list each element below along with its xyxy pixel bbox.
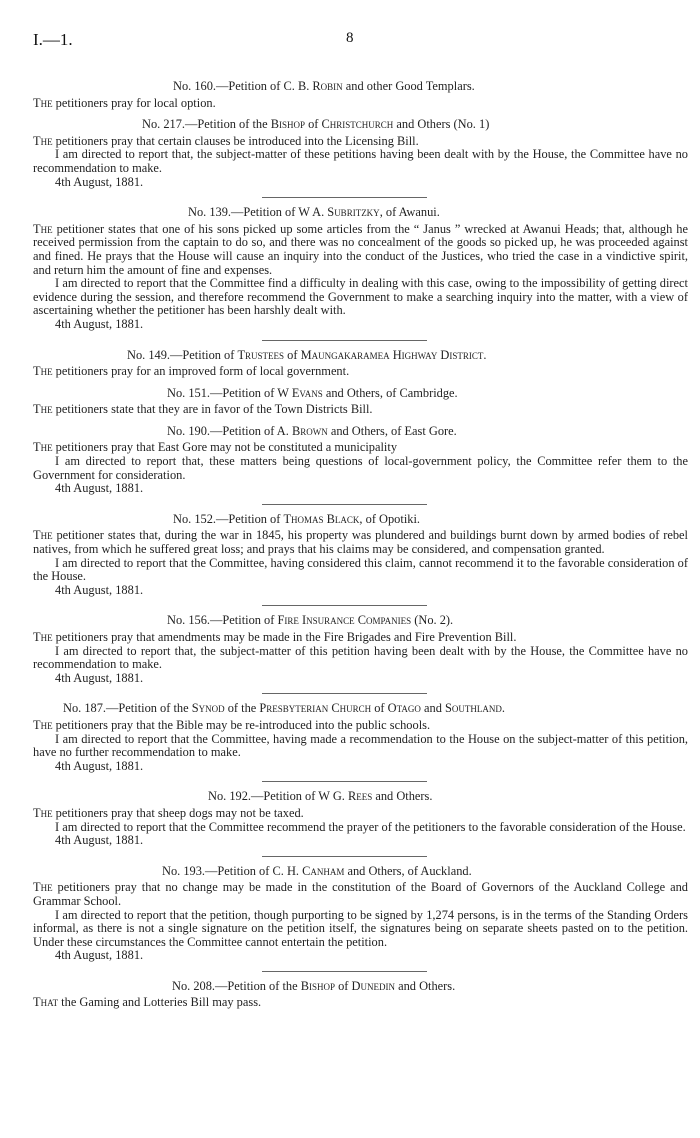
heading-text: Canham [302, 863, 345, 878]
petition-heading [33, 425, 688, 439]
section-divider [262, 971, 427, 972]
section-divider [262, 504, 427, 505]
report-date: 4th August, 1881. [55, 316, 144, 331]
petition-prayer [33, 403, 688, 417]
petition-prayer [33, 631, 688, 645]
petition-heading [33, 387, 688, 401]
heading-text: Southland [445, 701, 502, 716]
petition-section [33, 206, 688, 331]
petition-heading [33, 118, 688, 132]
paragraph-text: I am directed to report that, the subject-matter of this petition having been dealt with by the House, the Committee have no recommendation to make. [33, 643, 688, 672]
committee-report [33, 645, 688, 672]
petition-prayer [33, 441, 688, 455]
heading-text: and Others, of Auckland. [344, 863, 472, 878]
heading-text: Subritzky [327, 205, 380, 220]
heading-text: and Others, of Cambridge. [322, 385, 458, 400]
committee-report [33, 277, 688, 318]
petition-heading [33, 349, 688, 363]
paragraph-text: The [33, 717, 53, 732]
paragraph-text: petitioners pray that certain clauses be introduced into the Licensing Bill. [52, 133, 419, 148]
heading-text: Thomas Black [283, 511, 360, 526]
petition-section [33, 865, 688, 963]
petition-section [33, 425, 688, 496]
heading-text: No. 193.—Petition of C. H. [162, 863, 303, 878]
paragraph-text: petitioners state that they are in favor of the Town Districts Bill. [52, 402, 373, 417]
report-date: 4th August, 1881. [55, 758, 144, 773]
section-divider [262, 693, 427, 694]
heading-text: No. 190.—Petition of A. [167, 423, 292, 438]
petition-prayer [33, 529, 688, 556]
section-divider [262, 340, 427, 341]
heading-text: and [420, 701, 445, 716]
paragraph-text: I am directed to report that the Committee recommend the prayer of the petitioners to the favorable consideration of the House. [55, 819, 686, 834]
paragraph-text: The [33, 364, 53, 379]
paragraph-text: petitioners pray that no change may be made in the constitution of the Board of Governors of the Auckland College and Grammar School. [33, 880, 688, 908]
heading-text: No. 152.—Petition of [173, 511, 284, 526]
petition-heading [33, 80, 688, 94]
heading-text: No. 139.—Petition of W A. [188, 205, 328, 220]
report-date: 4th August, 1881. [55, 481, 144, 496]
committee-report [33, 455, 688, 482]
paragraph-text: The [33, 133, 53, 148]
heading-text: of [335, 978, 352, 993]
paragraph-text: That [33, 995, 59, 1010]
petition-prayer [33, 881, 688, 908]
paragraph-text: I am directed to report that the petition, though purporting to be signed by 1,274 persons, is in the terms of the Standing Orders informal, as there is not a single signature on the petition itself, the signatures being on separate sheets pasted on to the petition. Under these circumstances the Committee cannot entertain the petition. [33, 907, 688, 949]
heading-text: Otago [387, 701, 421, 716]
petition-heading [33, 790, 688, 804]
petition-heading [33, 865, 688, 879]
petition-section [33, 80, 688, 110]
paragraph-text: The [33, 880, 53, 895]
paragraph-text: I am directed to report that, the subject-matter of these petitions having been dealt with by the House, the Committee have no recommendation to make. [33, 147, 688, 175]
heading-text: of [305, 117, 322, 132]
heading-text: and Others. [372, 789, 433, 804]
petition-heading [33, 614, 688, 628]
paragraph-text: The [33, 402, 53, 417]
heading-text: No. 151.—Petition of W [167, 385, 292, 400]
paragraph-text: I am directed to report that the Committee, having considered this claim, cannot recommend it to the favorable consideration of the House. [33, 555, 688, 584]
heading-text: Fire Insurance Companies [277, 613, 412, 628]
paragraph-text: The [33, 805, 53, 820]
petition-prayer [33, 996, 688, 1010]
petition-section [33, 790, 688, 847]
heading-text: Brown [291, 423, 328, 438]
paragraph-text: petitioners pray that the Bible may be re-introduced into the public schools. [52, 717, 431, 732]
paragraph-text: petitioner states that, during the war in 1845, his property was plundered and buildings burnt down by armed bodies of rebel natives, from which he suffered great loss; and prays that his claims may be considered, and compensation granted. [33, 528, 688, 557]
committee-report [33, 909, 688, 950]
section-divider [262, 856, 427, 857]
heading-text: and Others (No. 1) [393, 117, 490, 132]
heading-text: No. 192.—Petition of W G. [208, 789, 348, 804]
heading-text: Bishop [270, 117, 305, 132]
heading-text: . [483, 347, 487, 362]
heading-text: Christchurch [321, 117, 394, 132]
heading-text: of the [224, 701, 260, 716]
heading-text: and other Good Templars. [342, 79, 475, 93]
petition-section [33, 349, 688, 379]
report-date: 4th August, 1881. [55, 582, 144, 597]
petition-section [33, 387, 688, 417]
heading-text: Evans [291, 385, 323, 400]
heading-text: No. 187.—Petition of the [63, 701, 192, 716]
heading-text: . [501, 701, 505, 716]
heading-text: , of Opotiki. [359, 511, 420, 526]
petition-prayer [33, 135, 688, 149]
petition-section [33, 980, 688, 1010]
heading-text: No. 160.—Petition of C. B. [173, 79, 313, 93]
heading-text: Dunedin [351, 978, 395, 993]
committee-report [33, 148, 688, 175]
committee-report [33, 821, 688, 835]
section-divider [262, 197, 427, 198]
petition-section [33, 118, 688, 189]
paragraph-text: petitioners pray for an improved form of local government. [52, 364, 350, 379]
paragraph-text: I am directed to report that the Committee find a difficulty in dealing with this case, owing to the impossibility of getting direct evidence during the session, and therefore recommend the Government to make a searching inquiry into the matter, with a view of ascertaining whether the petitioner has been harshly dealt with. [33, 276, 688, 318]
heading-text: and Others, of East Gore. [327, 423, 457, 438]
petition-section [33, 702, 688, 773]
paragraph-text: The [33, 528, 53, 543]
petition-prayer [33, 807, 688, 821]
heading-text: Robin [312, 79, 343, 93]
petition-heading [33, 513, 688, 527]
report-date: 4th August, 1881. [55, 670, 144, 685]
paragraph-text: petitioners pray that sheep dogs may not be taxed. [52, 805, 304, 820]
paragraph-text: the Gaming and Lotteries Bill may pass. [58, 995, 262, 1010]
heading-text: No. 217.—Petition of the [142, 117, 271, 132]
heading-text: Synod [191, 701, 225, 716]
heading-text: and Others. [394, 978, 456, 993]
paragraph-text: The [33, 630, 53, 644]
section-divider [262, 605, 427, 606]
heading-text: No. 156.—Petition of [167, 613, 278, 628]
petition-section [33, 614, 688, 685]
heading-text: No. 208.—Petition of the [172, 978, 301, 993]
petition-section [33, 513, 688, 598]
paragraph-text: petitioners pray for local option. [52, 95, 216, 110]
section-divider [262, 781, 427, 782]
paragraph-text: petitioner states that one of his sons picked up some articles from the “ Janus ” wrecked at Awanui Heads; that, although he received permission from the captain to do so, and there was no concealment of the goods so picked up, he was proceeded against and fined. He prays that the House will cause an inquiry into the conduct of the Justices, who tried the case in a vindictive spirit, and return him the amount of fine and expenses. [33, 221, 688, 277]
petition-prayer [33, 223, 688, 277]
heading-text: Rees [347, 789, 373, 804]
paragraph-text: petitioners pray that amendments may be made in the Fire Brigades and Fire Prevention Bill. [52, 630, 517, 644]
petition-heading [33, 980, 688, 994]
heading-text: No. 149.—Petition of [127, 347, 238, 362]
heading-text: , of Awanui. [379, 205, 440, 220]
petition-heading [33, 206, 688, 220]
petition-prayer [33, 719, 688, 733]
petition-prayer [33, 365, 688, 379]
heading-text: Presbyterian Church [259, 701, 372, 716]
report-date: 4th August, 1881. [55, 948, 144, 963]
paragraph-text: The [33, 95, 53, 110]
heading-text: Maungakaramea Highway District [300, 347, 484, 362]
paragraph-text: petitioners pray that East Gore may not be constituted a municipality [52, 440, 398, 455]
committee-report [33, 733, 688, 760]
paragraph-text: I am directed to report that the Committee, having made a recommendation to the House on the subject-matter of this petition, have no further recommendation to make. [33, 731, 688, 760]
heading-text: Bishop [300, 978, 335, 993]
heading-text: of [284, 347, 301, 362]
report-date: 4th August, 1881. [55, 174, 144, 189]
report-date: 4th August, 1881. [55, 833, 144, 848]
petition-prayer [33, 97, 688, 111]
committee-report [33, 557, 688, 584]
page-number: 8 [346, 30, 354, 46]
heading-text: of [371, 701, 388, 716]
paragraph-text: The [33, 221, 53, 236]
document-reference: I.—1. [33, 30, 73, 49]
petition-heading [33, 702, 688, 716]
paragraph-text: The [33, 440, 53, 455]
paragraph-text: I am directed to report that, these matters being questions of local-government policy, the Committee refer them to the Government for consideration. [33, 454, 688, 482]
heading-text: Trustees [237, 347, 285, 362]
heading-text: (No. 2). [411, 613, 454, 628]
petitions-list [33, 80, 688, 1018]
